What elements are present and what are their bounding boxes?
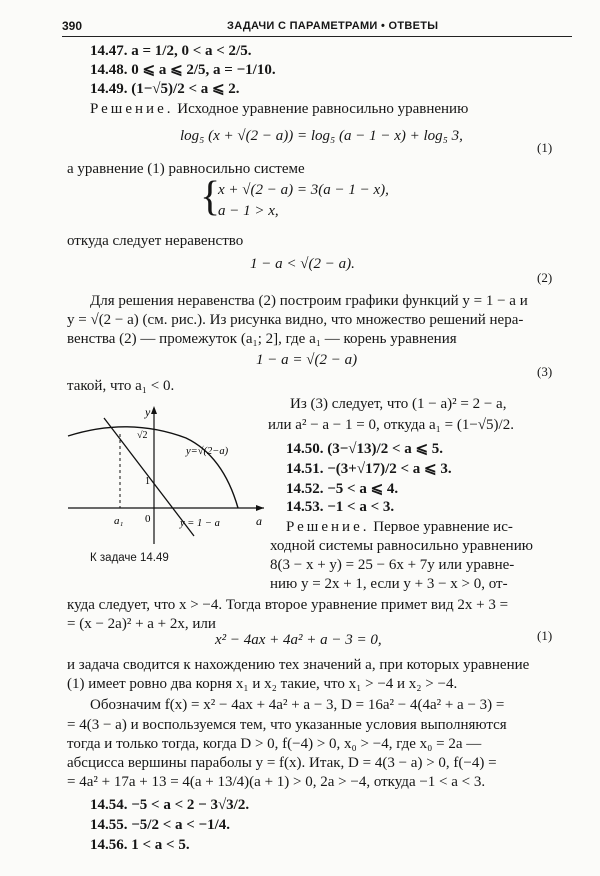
- curve-sqrt: [68, 427, 238, 508]
- answer-14-52: 14.52. −5 < a ⩽ 4.: [286, 481, 399, 497]
- text-line: ходной системы равносильно уравнению: [270, 538, 533, 554]
- system-line-2: a − 1 > x,: [218, 203, 279, 219]
- answer-14-55: 14.55. −5/2 < a < −1/4.: [90, 817, 231, 833]
- solution-intro-2: [286, 518, 513, 536]
- text-line: = (x − 2a)² + a + 2x, или: [67, 616, 216, 632]
- solution-text: Исходное уравнение равносильно уравнению: [173, 101, 469, 117]
- text-line: Обозначим f(x) = x² − 4ax + 4a² + a − 3, D = 16a² − 4(4a² + a − 3) =: [90, 697, 505, 713]
- label-a1: a₁: [114, 515, 124, 527]
- answer-14-49: 14.49. (1−√5)/2 < a ⩽ 2.: [90, 81, 240, 97]
- equation-quadratic: x² − 4ax + 4a² + a − 3 = 0,: [215, 632, 382, 648]
- figure-graphs: [66, 398, 276, 548]
- text-line: = 4a² + 17a + 13 = 4(a + 13/4)(a + 1) > 0, 2a > −4, откуда −1 < a < 3.: [67, 774, 486, 790]
- y-axis-arrow-icon: [151, 406, 157, 414]
- answer-14-51: 14.51. −(3+√17)/2 < a ⩽ 3.: [286, 461, 452, 477]
- text-line: абсцисса вершины параболы y = f(x). Итак, D = 4(3 − a) > 0, f(−4) =: [67, 755, 497, 771]
- answer-14-50: 14.50. (3−√13)/2 < a ⩽ 5.: [286, 441, 444, 457]
- running-title: ЗАДАЧИ С ПАРАМЕТРАМИ • ОТВЕТЫ: [227, 20, 439, 32]
- page-number: 390: [62, 19, 83, 33]
- text-line: = 4(3 − a) и воспользуемся тем, что указанные условия выполняются: [67, 717, 507, 733]
- system-brace: {: [200, 174, 221, 220]
- text-line: (1) имеет ровно два корня x₁ и x₂ такие, что x₁ > −4 и x₂ > −4.: [67, 676, 458, 692]
- equation-log: log₅ (x + √(2 − a)) = log₅ (a − 1 − x) + log₅ 3,: [180, 128, 463, 144]
- text-line: Для решения неравенства (2) построим графики функций y = 1 − a и: [90, 293, 528, 309]
- text-line: нию y = 2x + 1, если y + 3 − x > 0, от-: [270, 576, 508, 592]
- answer-14-56: 14.56. 1 < a < 5.: [90, 837, 190, 853]
- answer-14-47: 14.47. a = 1/2, 0 < a < 2/5.: [90, 43, 252, 59]
- running-header: [62, 14, 572, 37]
- inequality-2: 1 − a < √(2 − a).: [250, 256, 355, 272]
- label-one: 1: [145, 476, 150, 487]
- answer-14-53: 14.53. −1 < a < 3.: [286, 499, 395, 515]
- equation-number: (3): [537, 364, 553, 379]
- label-curve: y=√(2−a): [186, 446, 229, 457]
- figure-caption: К задаче 14.49: [90, 552, 169, 564]
- text-line: и задача сводится к нахождению тех значений a, при которых уравнение: [67, 657, 530, 673]
- solution-label: Решение.: [90, 101, 174, 117]
- label-zero: 0: [145, 513, 151, 525]
- system-line-1: x + √(2 − a) = 3(a − 1 − x),: [218, 182, 389, 198]
- text-line: или a² − a − 1 = 0, откуда a₁ = (1−√5)/2.: [268, 417, 514, 433]
- equation-number: (2): [537, 270, 553, 285]
- text-line: Из (3) следует, что (1 − a)² = 2 − a,: [290, 396, 507, 412]
- text-line: венства (2) — промежуток (a₁; 2], где a₁ — корень уравнения: [67, 331, 457, 347]
- solution-intro: [90, 100, 468, 118]
- text-line: такой, что a₁ < 0.: [67, 378, 175, 394]
- answer-14-48: 14.48. 0 ⩽ a ⩽ 2/5, a = −1/10.: [90, 62, 276, 78]
- label-line: y = 1 − a: [180, 518, 220, 529]
- label-sqrt2: √2: [137, 430, 148, 441]
- text-line: 8(3 − x + y) = 25 − 6x + 7y или уравне-: [270, 557, 515, 573]
- solution-text: Первое уравнение ис-: [369, 519, 513, 535]
- equation-3: 1 − a = √(2 − a): [256, 352, 358, 368]
- equation-number: (1): [537, 628, 553, 643]
- text-line: y = √(2 − a) (см. рис.). Из рисунка видно, что множество решений нера-: [67, 312, 524, 328]
- solution-label: Решение.: [286, 519, 370, 535]
- label-y: y: [145, 405, 151, 419]
- text-line: а уравнение (1) равносильно системе: [67, 161, 305, 177]
- text-line: откуда следует неравенство: [67, 233, 244, 249]
- text-line: тогда и только тогда, когда D > 0, f(−4) > 0, x₀ > −4, где x₀ = 2a —: [67, 736, 482, 752]
- a-axis-arrow-icon: [256, 505, 264, 511]
- equation-number: (1): [537, 140, 553, 155]
- label-a: a: [256, 514, 262, 528]
- text-line: куда следует, что x > −4. Тогда второе уравнение примет вид 2x + 3 =: [67, 597, 509, 613]
- answer-14-54: 14.54. −5 < a < 2 − 3√3/2.: [90, 797, 250, 813]
